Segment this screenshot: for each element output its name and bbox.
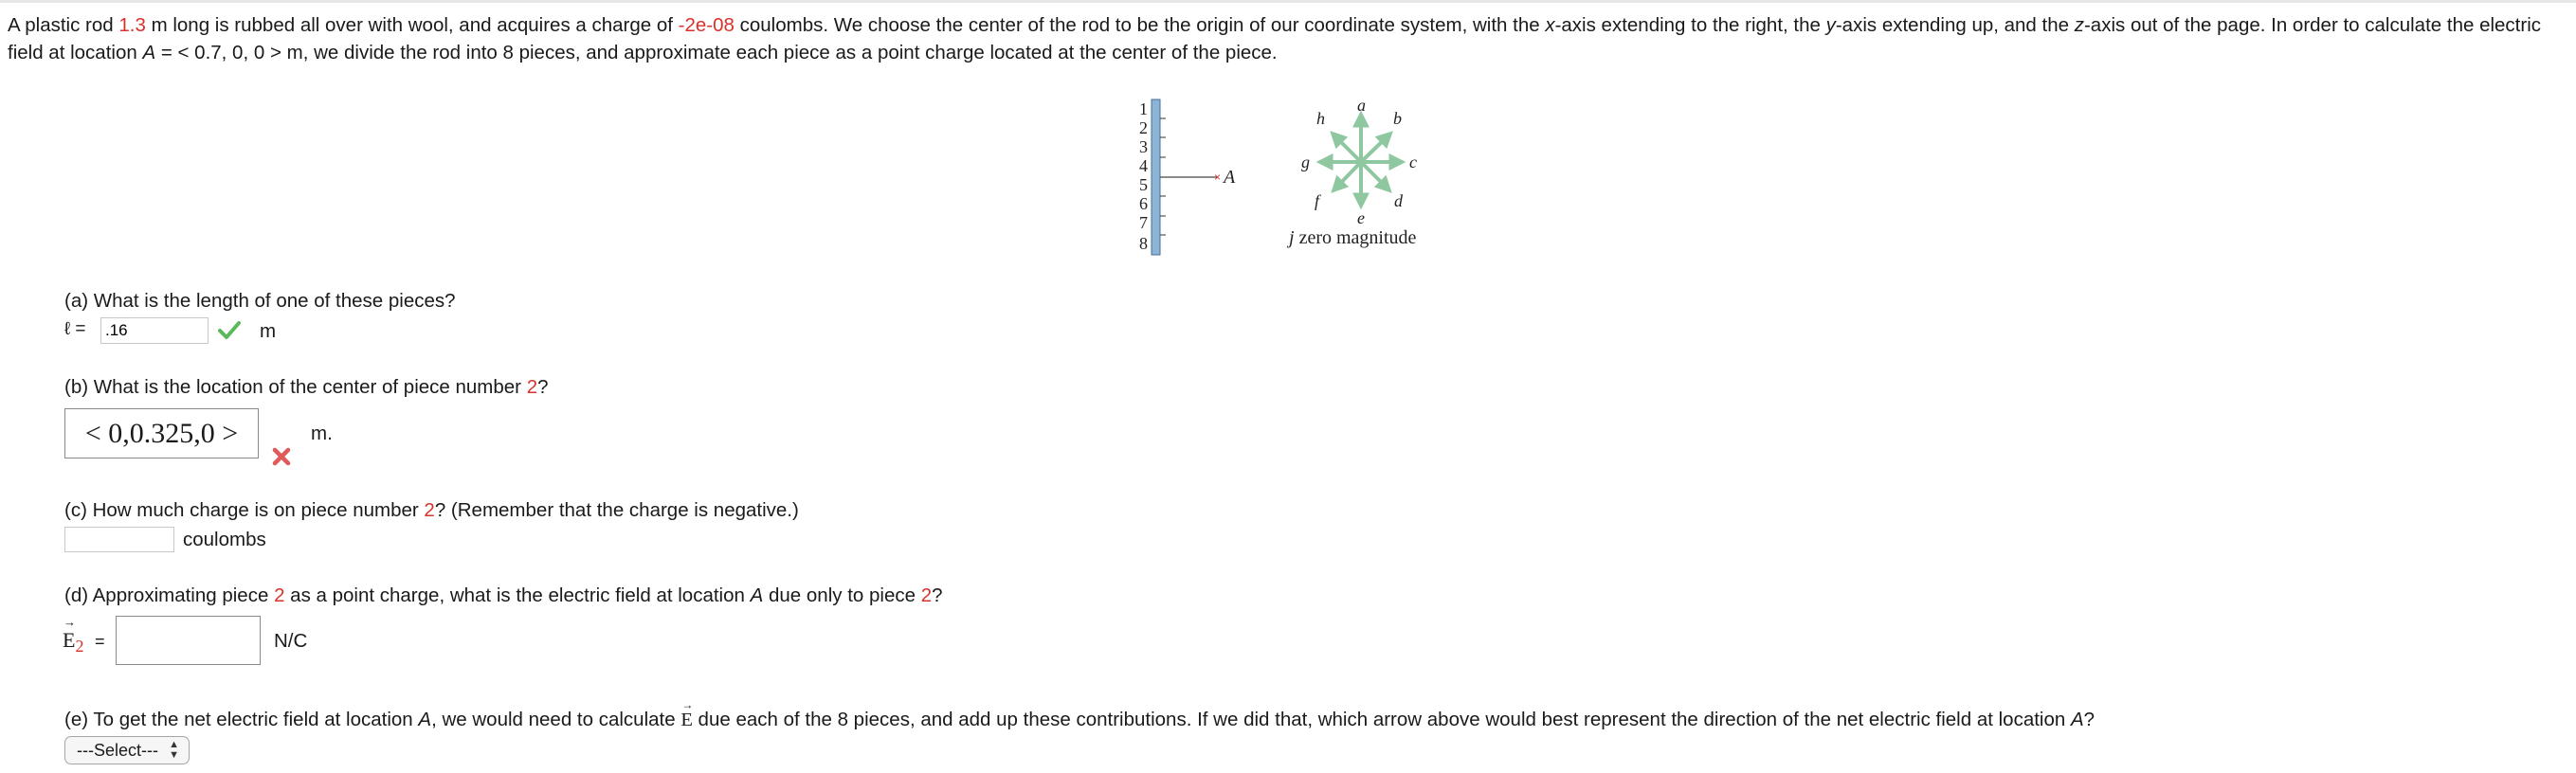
length-input[interactable] (100, 317, 209, 344)
piece-number-2: 2 (1139, 118, 1148, 137)
point-A-label: A (1224, 167, 1236, 188)
piece-number-6: 6 (1139, 194, 1148, 213)
location-unit: m. (311, 422, 333, 444)
incorrect-x-icon (271, 446, 292, 472)
zero-magnitude-label: j zero magnitude (1289, 227, 1417, 248)
arrow-h (1333, 135, 1361, 162)
arrow-label-f: f (1315, 191, 1320, 210)
arrow-label-g: g (1301, 153, 1310, 171)
question-b-prompt: (b) What is the location of the center of piece number 2? (64, 376, 549, 398)
length-symbol: ℓ = (64, 319, 86, 339)
direction-select[interactable] (64, 736, 190, 764)
direction-arrows (1321, 116, 1401, 205)
question-c-prompt: (c) How much charge is on piece number 2? (Remember that the charge is negative.) (64, 499, 799, 521)
arrow-label-b: b (1393, 109, 1402, 128)
rod-and-arrows-figure (1118, 93, 1460, 263)
e-field-symbol: → $E_2$ = (63, 615, 105, 656)
vector-arrow-icon: → (681, 698, 694, 711)
arrow-label-c: c (1409, 153, 1417, 171)
piece-number-5: 5 (1139, 175, 1148, 194)
arrow-label-d: d (1394, 191, 1403, 210)
length-unit: m (260, 320, 277, 342)
arrow-label-a: a (1357, 96, 1366, 115)
charge-input[interactable] (64, 527, 174, 552)
question-a-prompt: (a) What is the length of one of these pieces? (64, 290, 456, 312)
point-A-marker: × (1214, 171, 1222, 184)
piece-number-4: 4 (1139, 156, 1148, 175)
charge-value: -2e-08 (678, 14, 735, 36)
piece-number-7: 7 (1139, 213, 1148, 232)
charge-unit: coulombs (183, 529, 266, 550)
location-answer-box[interactable]: < 0,0.325,0 > (64, 408, 259, 458)
figure-svg (1118, 93, 1460, 263)
question-d-prompt: (d) Approximating piece 2 as a point charge, what is the electric field at location A due only to piece 2? (64, 584, 943, 606)
arrow-label-h: h (1316, 109, 1325, 128)
e-field-answer-box[interactable] (116, 616, 261, 665)
rod-length-value: 1.3 (118, 14, 146, 36)
arrow-label-e: e (1357, 208, 1365, 227)
select-value: ---Select--- (77, 740, 158, 760)
select-arrows-icon: ▲ ▼ (169, 739, 179, 761)
arrow-b (1361, 135, 1389, 162)
arrow-f (1334, 162, 1361, 189)
top-divider (0, 0, 2576, 3)
arrow-d (1361, 162, 1388, 189)
piece-number-3: 3 (1139, 137, 1148, 156)
rod (1152, 99, 1160, 255)
vector-arrow-icon: → (63, 615, 76, 629)
e-field-unit: N/C (274, 630, 308, 652)
problem-statement: A plastic rod 1.3 m long is rubbed all over with wool, and acquires a charge of -2e-08 coulombs. We choose the center of the rod to be the origin of our coordinate system, with the x-axis extending to the right, the y-axis extending up, and the z-axis out of the page. In order to calculate the electric field at location A = < 0.7, 0, 0 > m, we divide the rod into 8 pieces, and approximate each piece as a point charge located at the center of the piece. (8, 14, 2542, 63)
piece-number-8: 8 (1139, 234, 1148, 253)
piece-number-1: 1 (1139, 99, 1148, 118)
check-icon (218, 319, 241, 345)
question-e-prompt: (e) To get the net electric field at location A, we would need to calculate → E due each of the 8 pieces, and add up these contributions. If we did that, which arrow above would best represent the direction of the net electric field at location A? (64, 698, 2095, 730)
